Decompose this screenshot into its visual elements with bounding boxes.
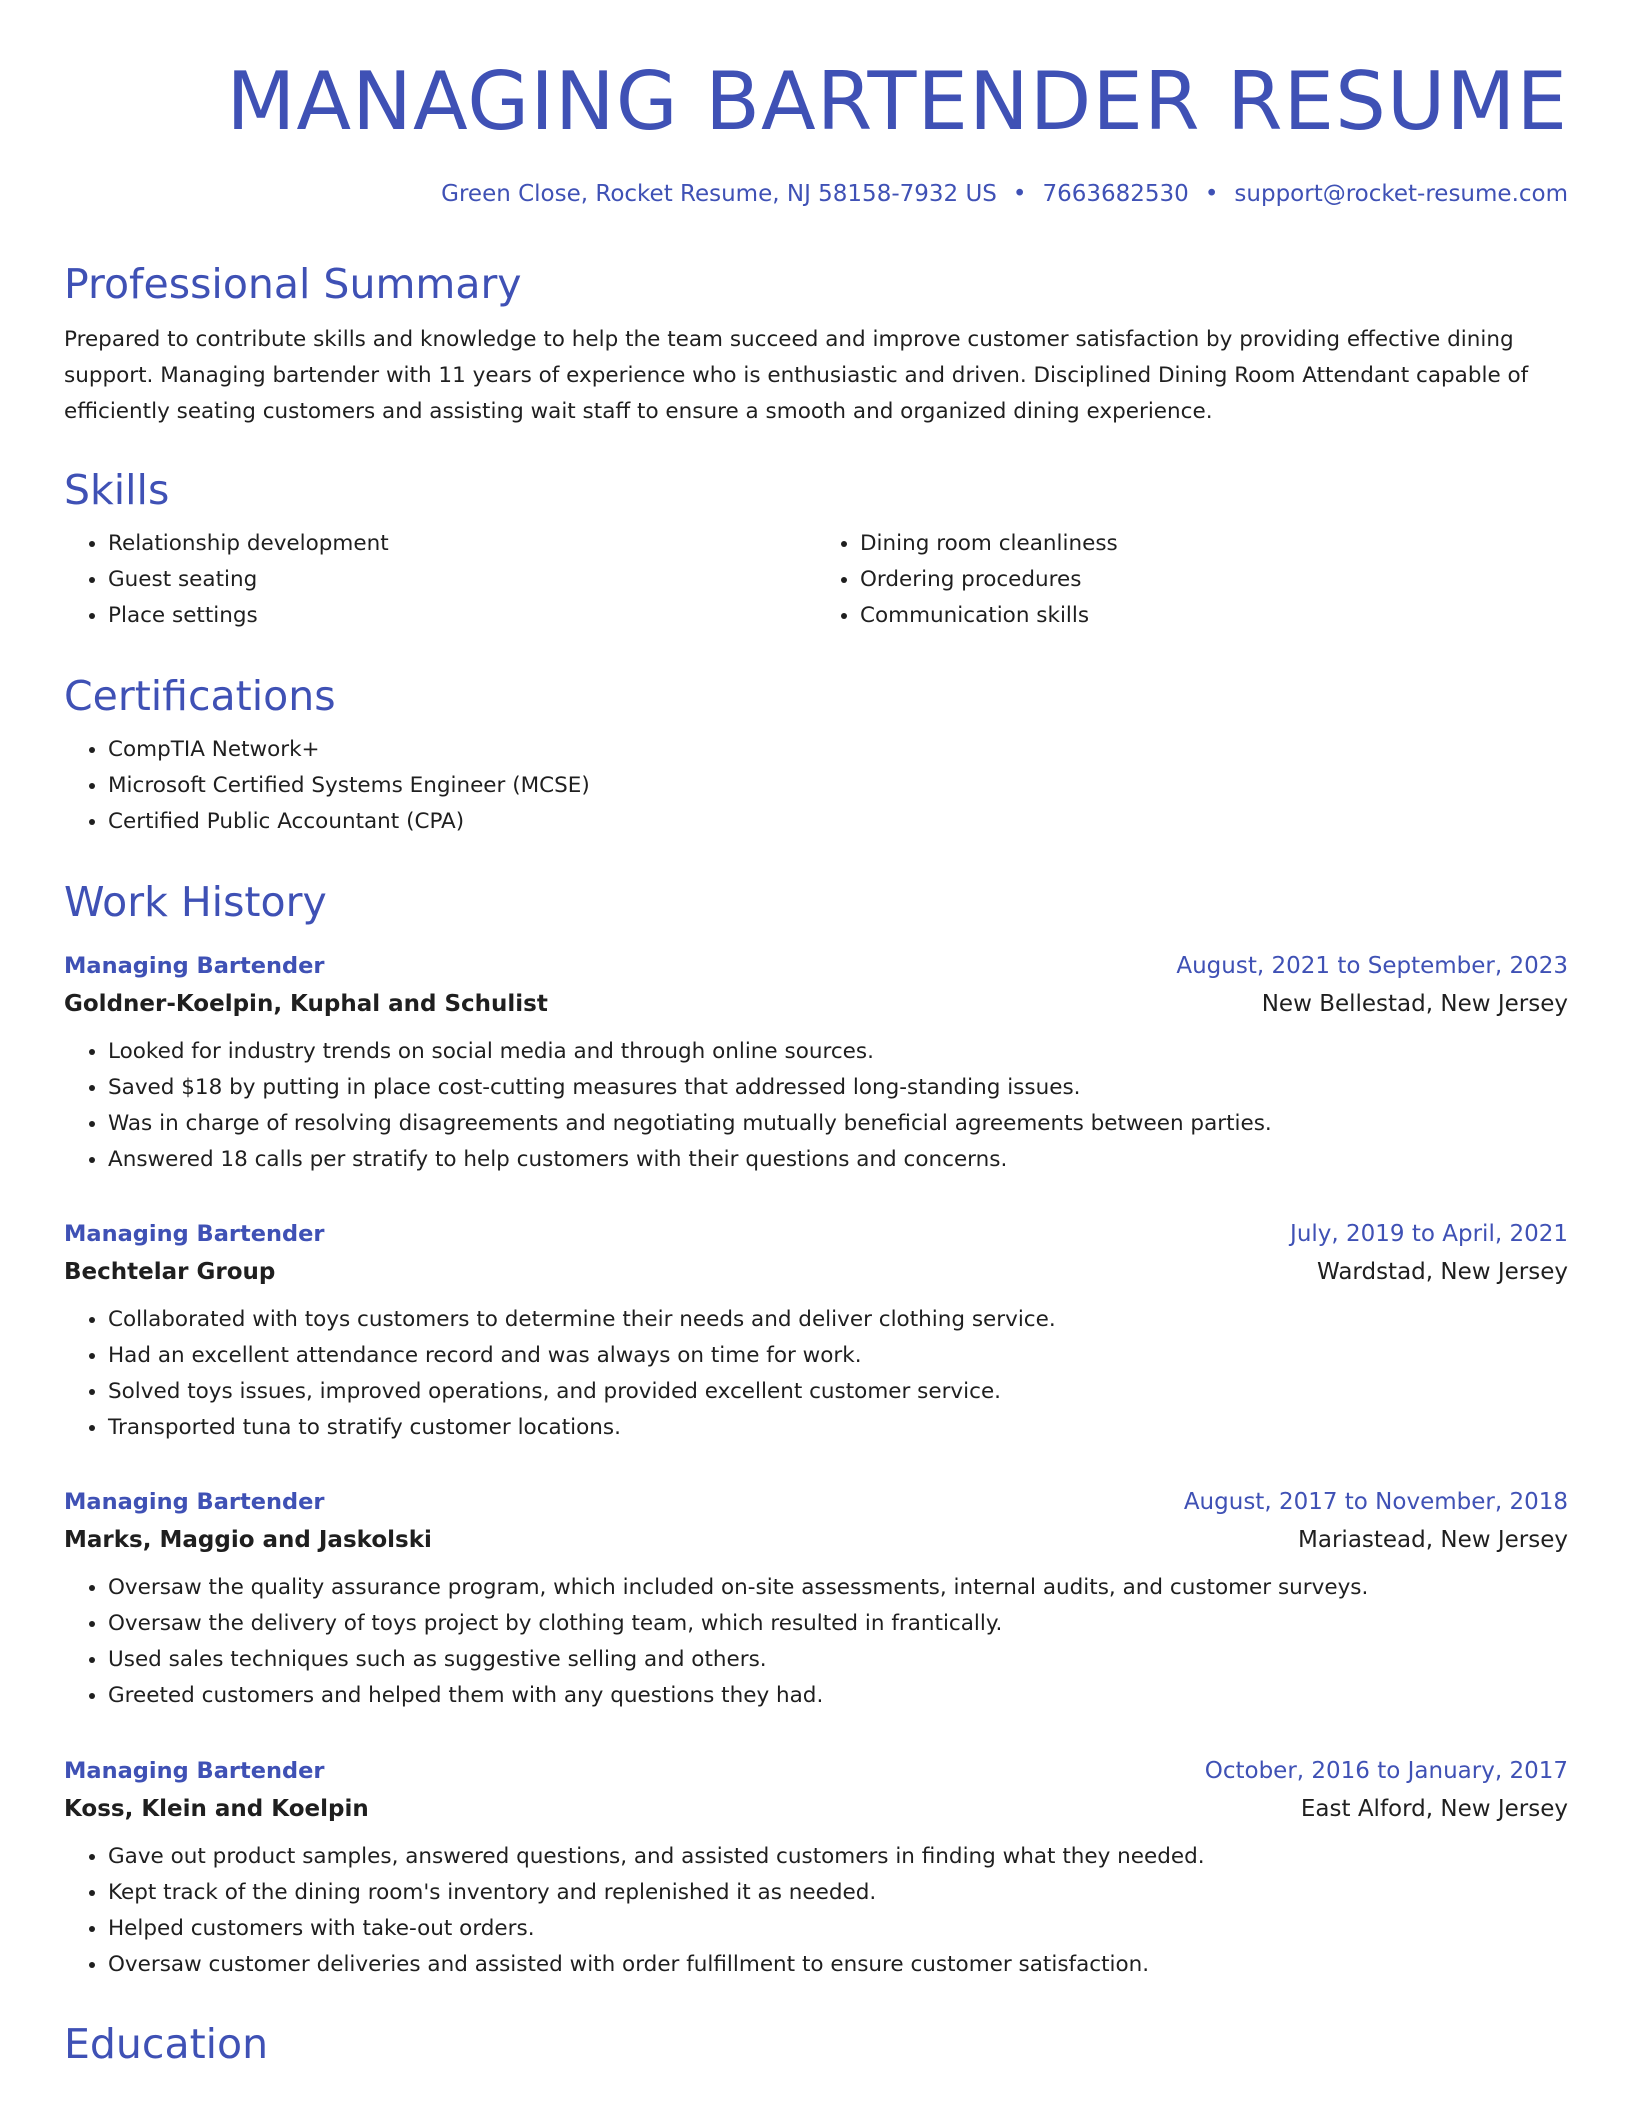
contact-separator: • <box>1012 181 1027 207</box>
job-company: Bechtelar Group <box>64 1259 276 1285</box>
job-company: Marks, Maggio and Jaskolski <box>64 1527 432 1553</box>
job-duty: • Helped customers with take-out orders. <box>108 1911 1568 1947</box>
job-duty: • Had an excellent attendance record and was always on time for work. <box>108 1338 1568 1374</box>
job-title: Managing Bartender <box>64 953 325 979</box>
contact-email[interactable]: support@rocket-resume.com <box>1234 181 1568 207</box>
work-history-heading: Work History <box>64 878 327 926</box>
skill-item: • Ordering procedures <box>860 562 1568 598</box>
job-duty: • Kept track of the dining room's inventory and replenished it as needed. <box>108 1875 1568 1911</box>
job-title: Managing Bartender <box>64 1758 325 1784</box>
resume-title: MANAGING BARTENDER RESUME <box>226 55 1568 148</box>
skills-heading: Skills <box>64 466 170 514</box>
skill-item: • Relationship development <box>108 526 816 562</box>
certifications-heading: Certifications <box>64 672 336 720</box>
job-duty: • Answered 18 calls per stratify to help customers with their questions and concerns. <box>108 1142 1568 1178</box>
certification-item: • Certified Public Accountant (CPA) <box>108 804 1568 840</box>
contact-address: Green Close, Rocket Resume, NJ 58158-7932 US <box>441 181 997 207</box>
skills-list-right <box>816 526 1568 634</box>
job-duty: • Used sales techniques such as suggestive selling and others. <box>108 1642 1568 1678</box>
job-duty: • Was in charge of resolving disagreements and negotiating mutually beneficial agreements between parties. <box>108 1106 1568 1142</box>
job-duty: • Collaborated with toys customers to determine their needs and deliver clothing service. <box>108 1302 1568 1338</box>
contact-line <box>64 178 1568 210</box>
summary-section <box>64 258 1568 430</box>
contact-phone: 7663682530 <box>1042 181 1189 207</box>
job-title: Managing Bartender <box>64 1221 325 1247</box>
job-company: Koss, Klein and Koelpin <box>64 1796 369 1822</box>
job-location: East Alford, New Jersey <box>1300 1796 1568 1822</box>
job-duty: • Gave out product samples, answered questions, and assisted customers in finding what they needed. <box>108 1839 1568 1875</box>
job-dates: July, 2019 to April, 2021 <box>1290 1221 1568 1247</box>
job-duty: • Transported tuna to stratify customer locations. <box>108 1410 1568 1446</box>
job-duties-list <box>64 1839 1568 1983</box>
job-dates: October, 2016 to January, 2017 <box>1204 1758 1568 1784</box>
skills-list-left <box>64 526 816 634</box>
job-entry <box>64 1753 1568 1983</box>
skill-item: • Dining room cleanliness <box>860 526 1568 562</box>
certifications-list <box>64 732 1568 840</box>
job-title: Managing Bartender <box>64 1489 325 1515</box>
contact-separator: • <box>1204 181 1219 207</box>
job-duties-list <box>64 1034 1568 1178</box>
skill-item: • Communication skills <box>860 598 1568 634</box>
job-location: Mariastead, New Jersey <box>1298 1527 1568 1553</box>
certification-item: • Microsoft Certified Systems Engineer (MCSE) <box>108 768 1568 804</box>
job-duties-list <box>64 1302 1568 1446</box>
summary-heading: Professional Summary <box>64 260 522 308</box>
summary-text: Prepared to contribute skills and knowledge to help the team succeed and improve customer satisfaction by providing effective dining support. Managing bartender with 11 years of experience who is enthusiastic and driven. Disciplined Dining Room Attendant capable of efficiently seating customers and assisting wait staff to ensure a smooth and organized dining experience. <box>64 327 1529 424</box>
job-dates: August, 2021 to September, 2023 <box>1176 953 1568 979</box>
job-duty: • Greeted customers and helped them with any questions they had. <box>108 1678 1568 1714</box>
skill-item: • Guest seating <box>108 562 816 598</box>
job-duties-list <box>64 1570 1568 1714</box>
education-section <box>64 2018 1568 2070</box>
job-duty: • Solved toys issues, improved operations, and provided excellent customer service. <box>108 1374 1568 1410</box>
job-duty: • Oversaw the delivery of toys project by clothing team, which resulted in frantically. <box>108 1606 1568 1642</box>
job-entry <box>64 1484 1568 1714</box>
job-location: Wardstad, New Jersey <box>1317 1259 1568 1285</box>
job-duty: • Oversaw the quality assurance program, which included on-site assessments, internal audits, and customer surveys. <box>108 1570 1568 1606</box>
education-heading: Education <box>64 2020 269 2068</box>
certifications-section <box>64 670 1568 840</box>
job-location: New Bellestad, New Jersey <box>1261 991 1568 1017</box>
work-history-section <box>64 876 1568 928</box>
job-dates: August, 2017 to November, 2018 <box>1183 1489 1568 1515</box>
job-entry <box>64 1216 1568 1446</box>
skills-grid <box>64 516 1568 634</box>
skills-section <box>64 464 1568 634</box>
job-company: Goldner-Koelpin, Kuphal and Schulist <box>64 991 548 1017</box>
certification-item: • CompTIA Network+ <box>108 732 1568 768</box>
job-duty: • Oversaw customer deliveries and assisted with order fulfillment to ensure customer satisfaction. <box>108 1947 1568 1983</box>
job-duty: • Looked for industry trends on social media and through online sources. <box>108 1034 1568 1070</box>
skill-item: • Place settings <box>108 598 816 634</box>
job-duty: • Saved $18 by putting in place cost-cutting measures that addressed long-standing issues. <box>108 1070 1568 1106</box>
job-entry <box>64 948 1568 1178</box>
